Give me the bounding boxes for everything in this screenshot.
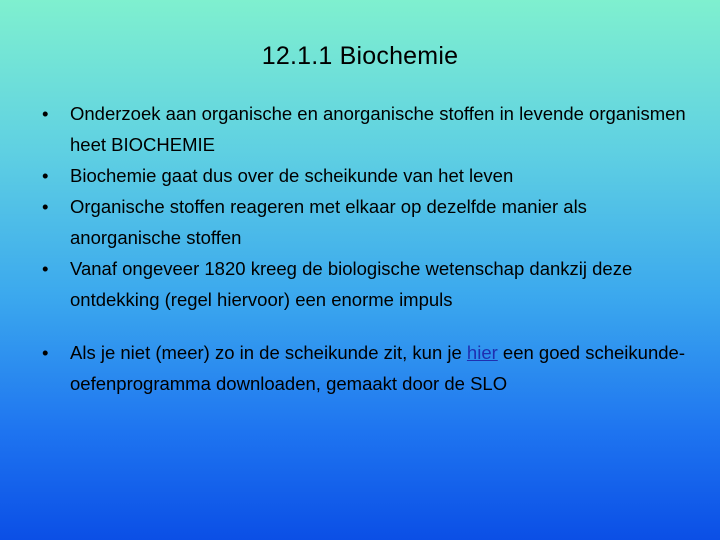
- bullet-list: [36, 98, 686, 399]
- bullet-marker: •: [42, 165, 49, 186]
- bullet-item: [36, 160, 686, 191]
- bullet-text: Vanaf ongeveer 1820 kreeg de biologische wetenschap dankzij deze ontdekking (regel hiervoor) een enorme impuls: [70, 258, 633, 310]
- bullet-spacer: [36, 315, 686, 337]
- bullet-text: Organische stoffen reageren met elkaar op dezelfde manier als anorganische stoffen: [70, 196, 587, 248]
- bullet-text: Biochemie gaat dus over de scheikunde van het leven: [70, 165, 514, 186]
- slide-title: 12.1.1 Biochemie: [261, 42, 459, 70]
- bullet-marker: •: [42, 258, 49, 279]
- bullet-item: [36, 253, 686, 315]
- bullet-text: Onderzoek aan organische en anorganische stoffen in levende organismen heet BIOCHEMIE: [70, 103, 686, 155]
- bullet-item: [36, 191, 686, 253]
- bullet-marker: •: [42, 103, 49, 124]
- bullet-item-download: [36, 337, 686, 399]
- bullet-text-before-link: Als je niet (meer) zo in de scheikunde zit, kun je: [70, 342, 467, 363]
- download-link[interactable]: hier: [466, 342, 498, 363]
- bullet-marker: •: [42, 196, 49, 217]
- bullet-item: [36, 98, 686, 160]
- bullet-marker: •: [42, 342, 49, 363]
- bullet-text-after-link: een goed scheikunde-oefenprogramma downloaden, gemaakt door de SLO: [70, 342, 685, 394]
